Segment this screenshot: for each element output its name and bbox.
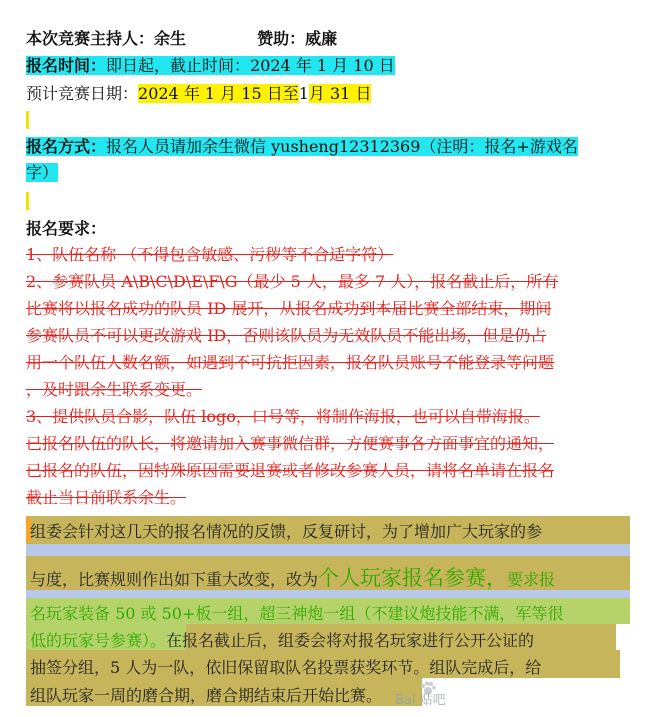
ann-line-1: 组委会针对这几天的报名情况的反馈，反复研讨，为了增加广大玩家的参: [30, 522, 543, 541]
race-date-end: 月 31 日: [308, 84, 372, 103]
reg-method-text2: 字）: [26, 163, 59, 182]
reg-time-label: 报名时间：: [26, 56, 107, 75]
race-date-label: 预计竞赛日期：: [26, 84, 139, 103]
ann-line-3: 名玩家装备 50 或 50+板一组，超三神炮一组（不建议炮技能不满，军等很: [30, 604, 564, 623]
ann-line-2-big: 个人玩家报名参赛，: [318, 566, 508, 590]
req-line-3: 比赛将以报名成功的队员 ID 展开，从报名成功到本届比赛全部结束，期间: [26, 299, 552, 318]
yellow-marker-2: [26, 192, 29, 210]
reg-method-label: 报名方式：: [26, 137, 107, 156]
ann-line-4b: 在报名截止后，组委会将对报名玩家进行公开公证的: [166, 631, 535, 650]
reg-method-line2: [26, 162, 58, 184]
requirements-heading: 报名要求：: [26, 219, 107, 238]
ann-line-5: 抽签分组，5 人为一队，依旧保留取队名投票获奖环节。组队完成后，给: [30, 658, 542, 677]
yellow-marker-1: [26, 111, 29, 129]
host-label: 本次竞赛主持人：余生: [26, 29, 187, 48]
hl-band-gap-1: [26, 544, 630, 556]
req-line-6: ，及时跟余生联系变更。: [26, 380, 203, 399]
race-date-start: 2024 年 1 月 15 日至: [138, 84, 299, 103]
race-date-mid: 1: [298, 84, 309, 103]
host-line: [26, 28, 337, 50]
ann-line-4a: 低的玩家号参赛）。: [30, 631, 167, 650]
ann-line-2: [30, 562, 555, 592]
req-line-8: 已报名队伍的队长，将邀请加入赛事微信群，方便赛事各方面事宜的通知，: [26, 434, 555, 453]
reg-time-line: [26, 55, 395, 77]
sponsor-label: 赞助：威廉: [257, 29, 338, 48]
reg-method-line1: [26, 136, 578, 158]
race-date-line: [26, 83, 371, 105]
ann-line-2b: 要求报: [507, 570, 556, 589]
reg-method-text1: 报名人员请加余生微信 yusheng12312369（注明：报名+游戏名: [106, 137, 578, 156]
ann-line-6: 组队玩家一周的磨合期，磨合期结束后开始比赛。: [30, 686, 383, 705]
req-line-4: 参赛队员不可以更改游戏 ID，否则该队员为无效队员不能出场，但是仍占: [26, 326, 547, 345]
req-line-7: 3、提供队员合影，队伍 logo，口号等，将制作海报，也可以自带海报。: [26, 407, 540, 426]
req-line-10: 截止当日前联系余生。: [26, 488, 187, 507]
ann-line-2a: 与度，比赛规则作出如下重大改变，改为: [30, 570, 319, 589]
req-line-9: 已报名的队伍，因特殊原因需要退赛或者修改参赛人员，请将名单请在报名: [26, 461, 555, 480]
reg-time-value: 即日起，截止时间：2024 年 1 月 10 日: [106, 56, 395, 75]
watermark: Bai 贴吧: [395, 693, 446, 708]
req-line-2: 2、参赛队员 A\B\C\D\E\F\G（最少 5 人，最多 7 人），报名截止后，所有: [26, 272, 559, 291]
ann-line-4: [30, 628, 534, 651]
req-line-5: 用一个队伍人数名额，如遇到不可抗拒因素，报名队员账号不能登录等问题: [26, 353, 555, 372]
req-line-1: 1、队伍名称 （不得包含敏感、污秽等不合适字符）: [26, 245, 394, 264]
